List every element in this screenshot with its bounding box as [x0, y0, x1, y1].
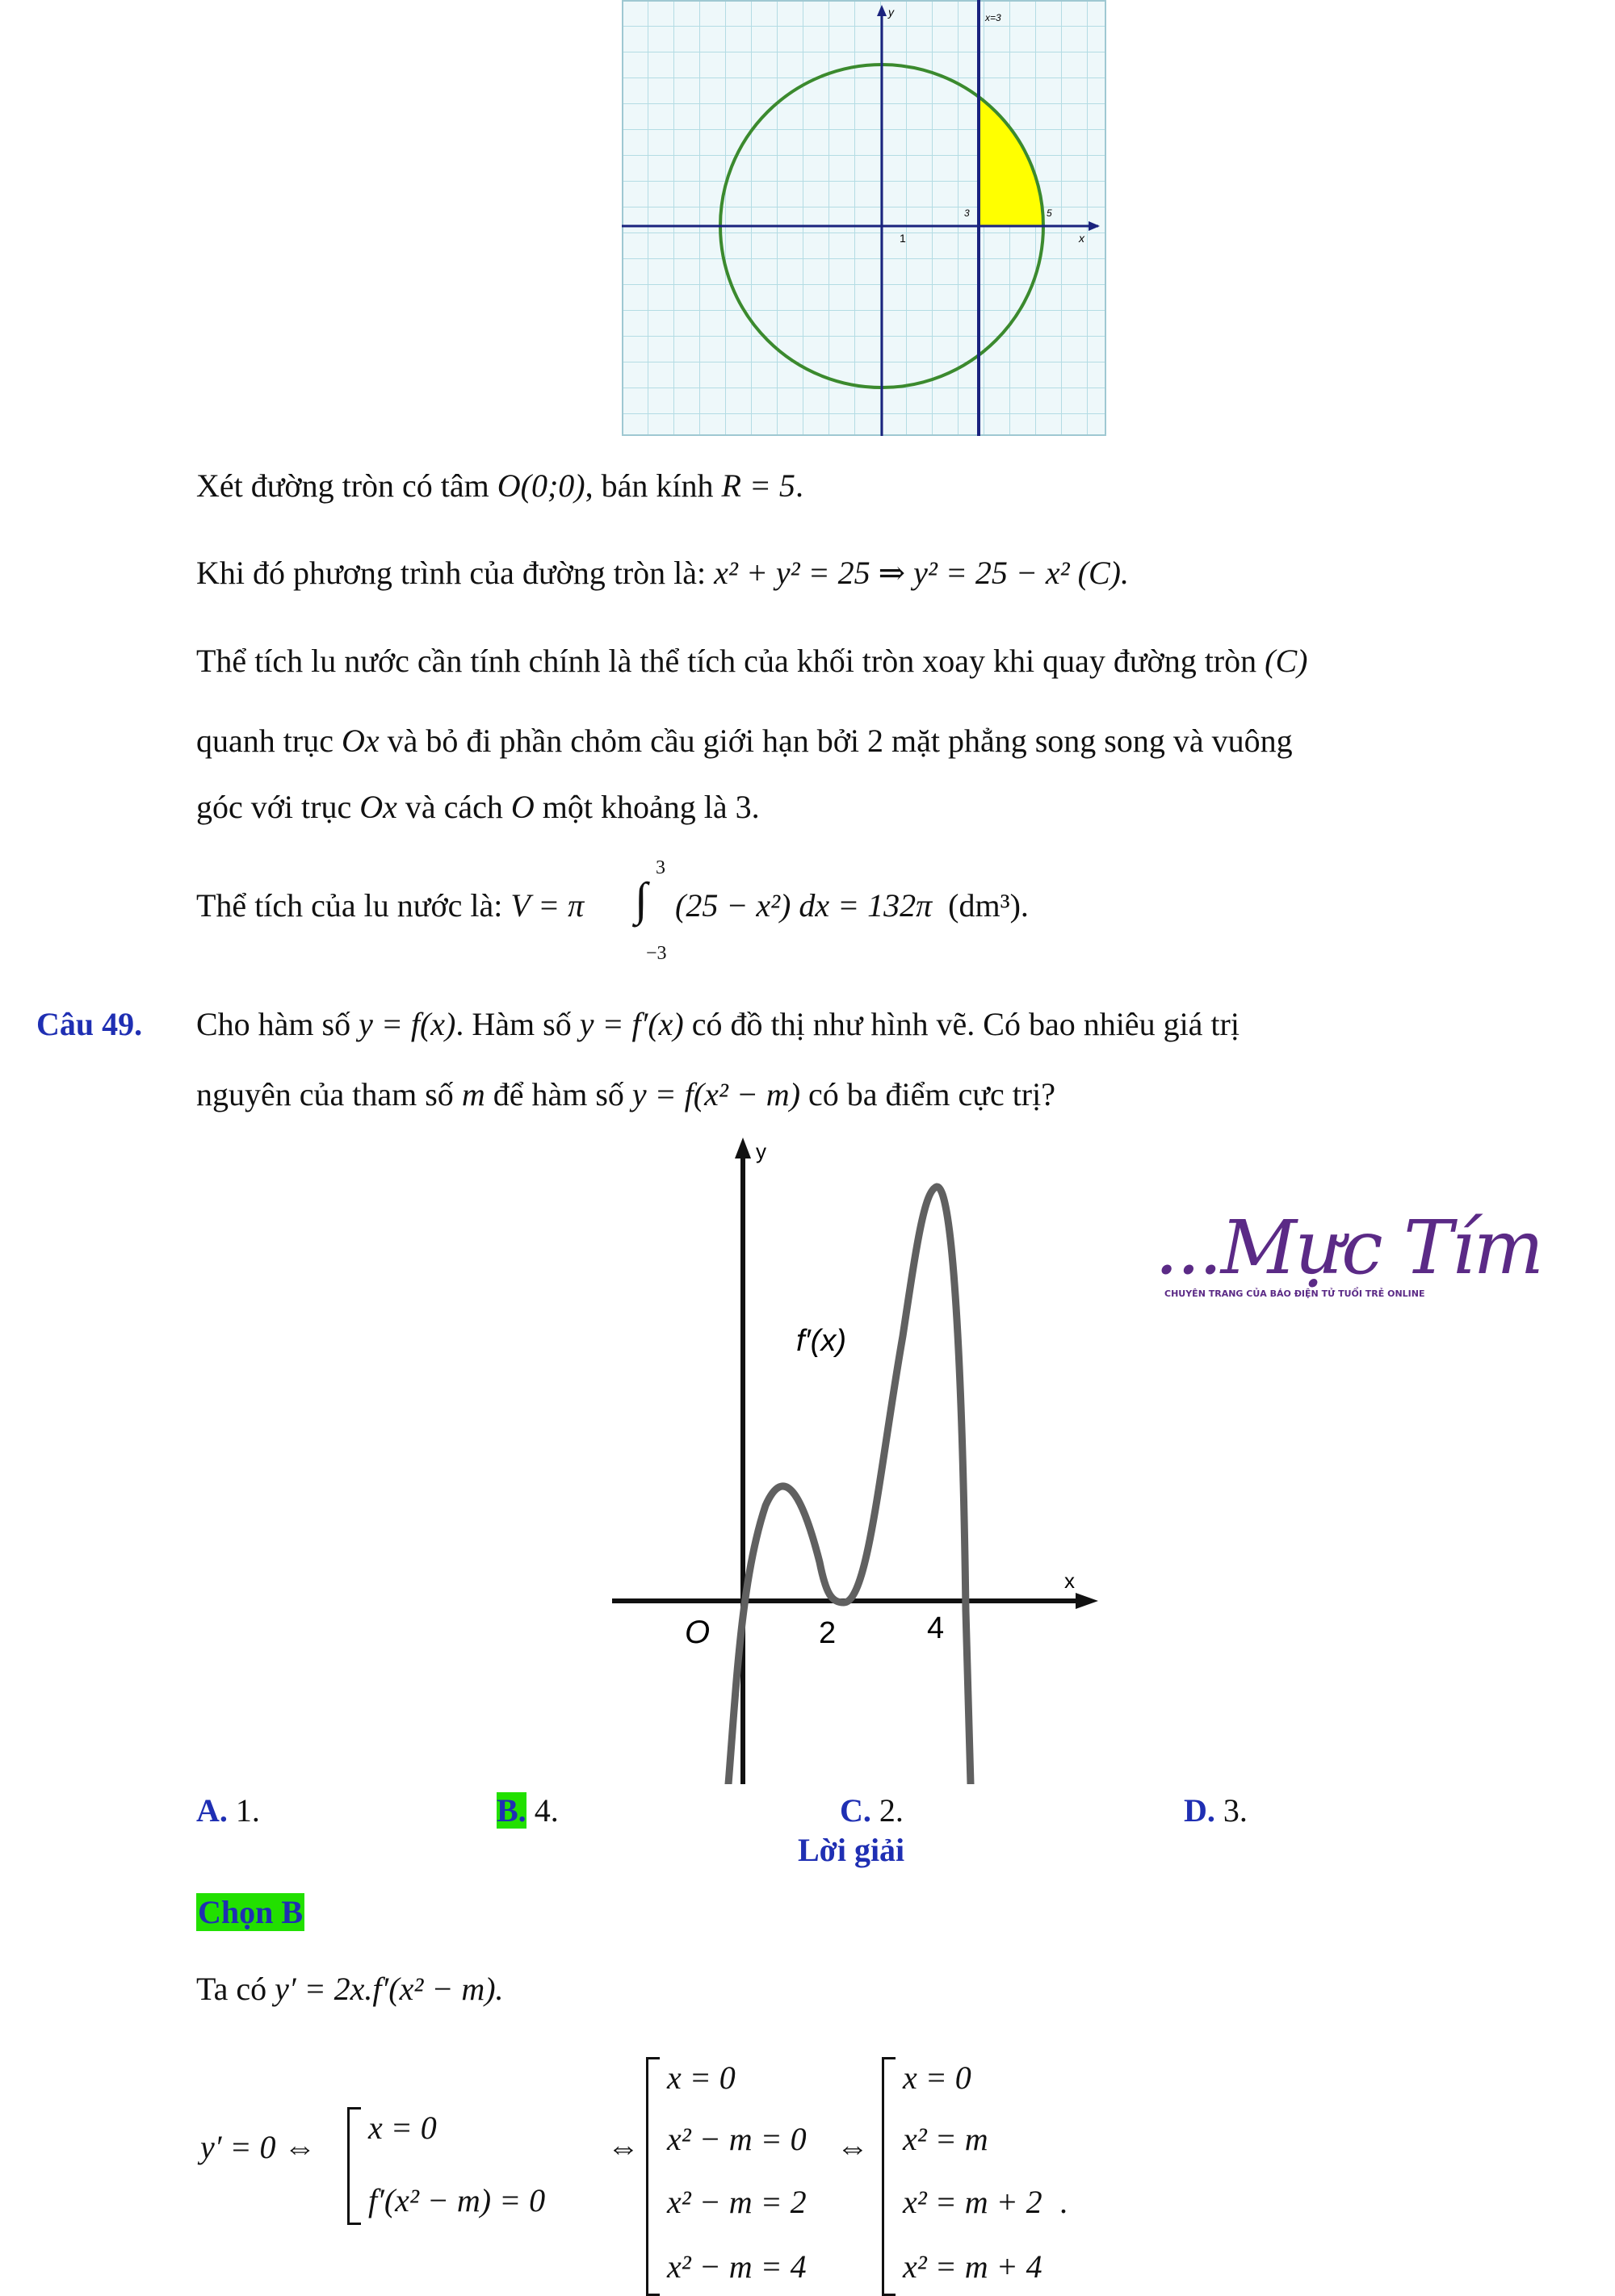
- option-d[interactable]: D. 3.: [1184, 1792, 1248, 1829]
- fig2-tick-4: 4: [927, 1611, 945, 1645]
- fig2-y-label: y: [756, 1139, 766, 1163]
- sol48-line5: góc với trục Ox và cách O một khoảng là 3.: [196, 789, 760, 825]
- muctim-watermark: [1155, 1205, 1542, 1299]
- derivative-graph: [598, 1126, 1114, 1784]
- option-c[interactable]: C. 2.: [840, 1792, 904, 1829]
- integral-sign: ∫: [635, 873, 648, 925]
- sys2-row1: x = 0: [667, 2059, 736, 2096]
- fig2-tick-2: 2: [819, 1616, 837, 1650]
- derivative-line: Ta có y′ = 2x.f′(x² − m).: [196, 1971, 504, 2007]
- q49-line1: Cho hàm số y = f(x). Hàm số y = f′(x) có đồ thị như hình vẽ. Có bao nhiêu giá trị: [196, 1006, 1240, 1042]
- fig1-tick-5: 5: [1047, 207, 1052, 219]
- sol48-line6: Thể tích của lu nước là: V = π: [196, 887, 585, 924]
- fig2-origin: O: [685, 1615, 711, 1650]
- option-b[interactable]: B. 4.: [497, 1792, 559, 1829]
- q49-line2: nguyên của tham số m để hàm số y = f(x² − m) có ba điểm cực trị?: [196, 1076, 1055, 1112]
- equiv-2: ⇔: [837, 2129, 869, 2165]
- fprime-curve: [728, 1187, 971, 1784]
- sys3-row1: x = 0: [903, 2059, 971, 2096]
- sys2-row4: x² − m = 4: [667, 2248, 807, 2285]
- sol48-line3: Thể tích lu nước cần tính chính là thể tích của khối tròn xoay khi quay đường tròn (C): [196, 643, 1308, 679]
- integral-upper: 3: [656, 857, 665, 878]
- sol48-line1: Xét đường tròn có tâm O(0;0), bán kính R = 5.: [196, 467, 803, 504]
- question-number: Câu 49.: [36, 1006, 143, 1042]
- sys2-row3: x² − m = 2: [667, 2184, 807, 2220]
- chosen-answer: Chọn B: [198, 1894, 304, 1930]
- system-lhs: y′ = 0 ⇔: [200, 2129, 317, 2165]
- option-a[interactable]: A. 1.: [196, 1792, 260, 1829]
- integral-lower: −3: [646, 943, 667, 964]
- solution-heading: Lời giải: [798, 1832, 905, 1868]
- watermark-subtitle: CHUYÊN TRANG CỦA BÁO ĐIỆN TỬ TUỔI TRẺ ONLINE: [1164, 1288, 1425, 1299]
- equiv-1: ⇔: [607, 2129, 640, 2165]
- fig1-y-label: y: [888, 6, 894, 19]
- sol48-line2: Khi đó phương trình của đường tròn là: x² + y² = 25 ⇒ y² = 25 − x² (C).: [196, 555, 1129, 591]
- sys1-row2: f′(x² − m) = 0: [368, 2182, 546, 2218]
- sys3-row3: x² = m + 2: [903, 2184, 1042, 2220]
- sys1-row1: x = 0: [368, 2110, 437, 2146]
- fig1-line-label: x=3: [985, 12, 1001, 23]
- sys3-row4: x² = m + 4: [903, 2248, 1042, 2285]
- watermark-logo: ...Mực Tím: [1155, 1205, 1542, 1291]
- circle-figure: [622, 0, 1106, 436]
- fig1-tick-1: 1: [900, 232, 906, 245]
- fig2-x-label: x: [1064, 1569, 1075, 1593]
- sys3-row2: x² = m: [903, 2121, 988, 2157]
- sol48-line4: quanh trục Ox và bỏ đi phần chỏm cầu giới hạn bởi 2 mặt phẳng song song và vuông: [196, 723, 1293, 759]
- fig2-curve-label: f′(x): [796, 1324, 846, 1358]
- fig1-x-label: x: [1079, 232, 1084, 245]
- fig1-tick-3: 3: [964, 207, 970, 219]
- system-end: .: [1059, 2184, 1068, 2220]
- integral-body: (25 − x²) dx = 132π (dm³).: [675, 887, 1029, 924]
- sys2-row2: x² − m = 0: [667, 2121, 807, 2157]
